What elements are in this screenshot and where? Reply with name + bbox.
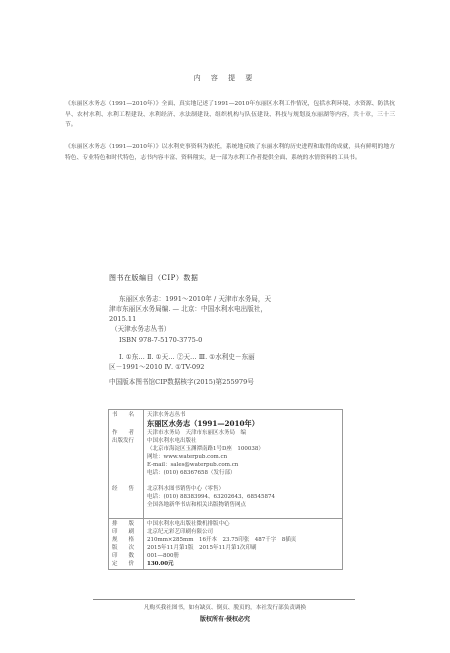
info-label (112, 461, 140, 469)
info-labels-2 (109, 519, 144, 570)
author: 天津市水务局 天津市东丽区水务局 编 (147, 430, 247, 436)
info-label (112, 501, 140, 509)
info-label: 版 次 (112, 545, 135, 551)
specifications: 210mm×285mm 16开本 23.75印张 487千字 8插页 (147, 537, 297, 543)
info-label: 书 名 (112, 412, 135, 418)
info-label: 印 刷 (112, 529, 135, 535)
summary-title: 内 容 提 要 (193, 74, 257, 82)
spacer (147, 509, 339, 517)
retail-outlets: 全国各地新华书店和相关出版物销售网点 (147, 502, 247, 508)
summary-paragraph-1: 《东丽区水务志（1991—2010年）》全面、真实地记述了1991—2010年东丽区水利工作情况，包括水利环境、水资源、防洪抗旱、农村水利、水利工程建设、水利经济、水法制建设、组织机构与队伍建设、科技与规划及东丽湖等内容，共十章，三十三节。 (65, 101, 395, 128)
series-name: 天津水务志丛书 (147, 412, 186, 418)
printer: 北京纪元彩艺印刷有限公司 (147, 529, 214, 535)
info-label (112, 445, 140, 453)
price: 130.00元 (147, 561, 174, 567)
cip-line: Ⅰ. ①东… Ⅱ. ①天… ②天… Ⅲ. ①水利史－东丽 (119, 353, 255, 361)
info-label: 定 价 (112, 561, 135, 567)
publisher-website: 网址：www.waterpub.com.cn (147, 454, 228, 460)
retailer-phone: 电话：(010) 88383994、63202643、68545874 (147, 494, 276, 500)
info-label: 印 数 (112, 553, 135, 559)
typesetting: 中国水利水电出版社微机排版中心 (147, 521, 230, 527)
info-label: 经 售 (112, 486, 135, 492)
publisher-phone: 电话：(010) 68367658（发行部） (147, 470, 236, 476)
copyright-notice: 版权所有·侵权必究 (199, 616, 251, 623)
cip-line: （天津水务志丛书） (111, 325, 171, 333)
footer-divider (93, 599, 355, 600)
book-title: 东丽区水务志（1991—2010年） (147, 419, 259, 428)
cip-line: 东丽区水务志：1991～2010年 / 天津市水务局，天 (119, 295, 272, 303)
info-label (112, 477, 140, 485)
cip-line: 津市东丽区水务局编. — 北京：中国水利水电出版社， (109, 305, 267, 313)
cip-line: 区－1991～2010 Ⅳ. ①TV-092 (109, 363, 205, 371)
cip-line: 2015.11 (109, 315, 137, 323)
info-values-1 (144, 410, 343, 519)
info-label (112, 469, 140, 477)
publisher: 中国水利水电出版社 (147, 438, 197, 444)
summary-paragraph-2: 《东丽区水务志（1991—2010年）》以水利史事资料为依托，系统地反映了东丽水利的历史进程和取得的成就，具有鲜明的地方特色、专业特色和时代特色，志书内容丰富、资料翔实，是一部为水利工作者提供全面、系统的水情资料的工具书。 (65, 144, 395, 161)
cip-isbn: ISBN 978-7-5170-3775-0 (119, 336, 203, 344)
footer-note: 凡购买我社图书，如有缺页、倒页、脱页的，本社发行部负责调换 (143, 605, 307, 611)
spacer (147, 477, 339, 485)
info-label (112, 419, 140, 429)
info-label: 规 格 (112, 537, 135, 543)
info-label: 出版发行 (112, 438, 135, 444)
edition: 2015年11月第1版 2015年11月第1次印刷 (147, 545, 257, 551)
info-labels-1 (109, 410, 144, 519)
publication-info-table (108, 409, 343, 570)
publisher-address: （北京市海淀区玉渊潭南路1号D座 100038） (147, 446, 264, 452)
info-label (112, 509, 140, 517)
info-label (112, 493, 140, 501)
info-values-2 (144, 519, 343, 570)
info-label (112, 453, 140, 461)
info-label: 排 版 (112, 521, 135, 527)
cip-record-number: 中国版本图书馆CIP数据核字(2015)第255979号 (109, 378, 254, 386)
info-label: 作 者 (112, 430, 135, 436)
retailer: 北京科水图书销售中心（零售） (147, 486, 225, 492)
print-run: 001—800册 (147, 553, 179, 559)
publisher-email: E-mail：sales@waterpub.com.cn (147, 462, 239, 468)
cip-title: 图书在版编目（CIP）数据 (109, 274, 199, 282)
